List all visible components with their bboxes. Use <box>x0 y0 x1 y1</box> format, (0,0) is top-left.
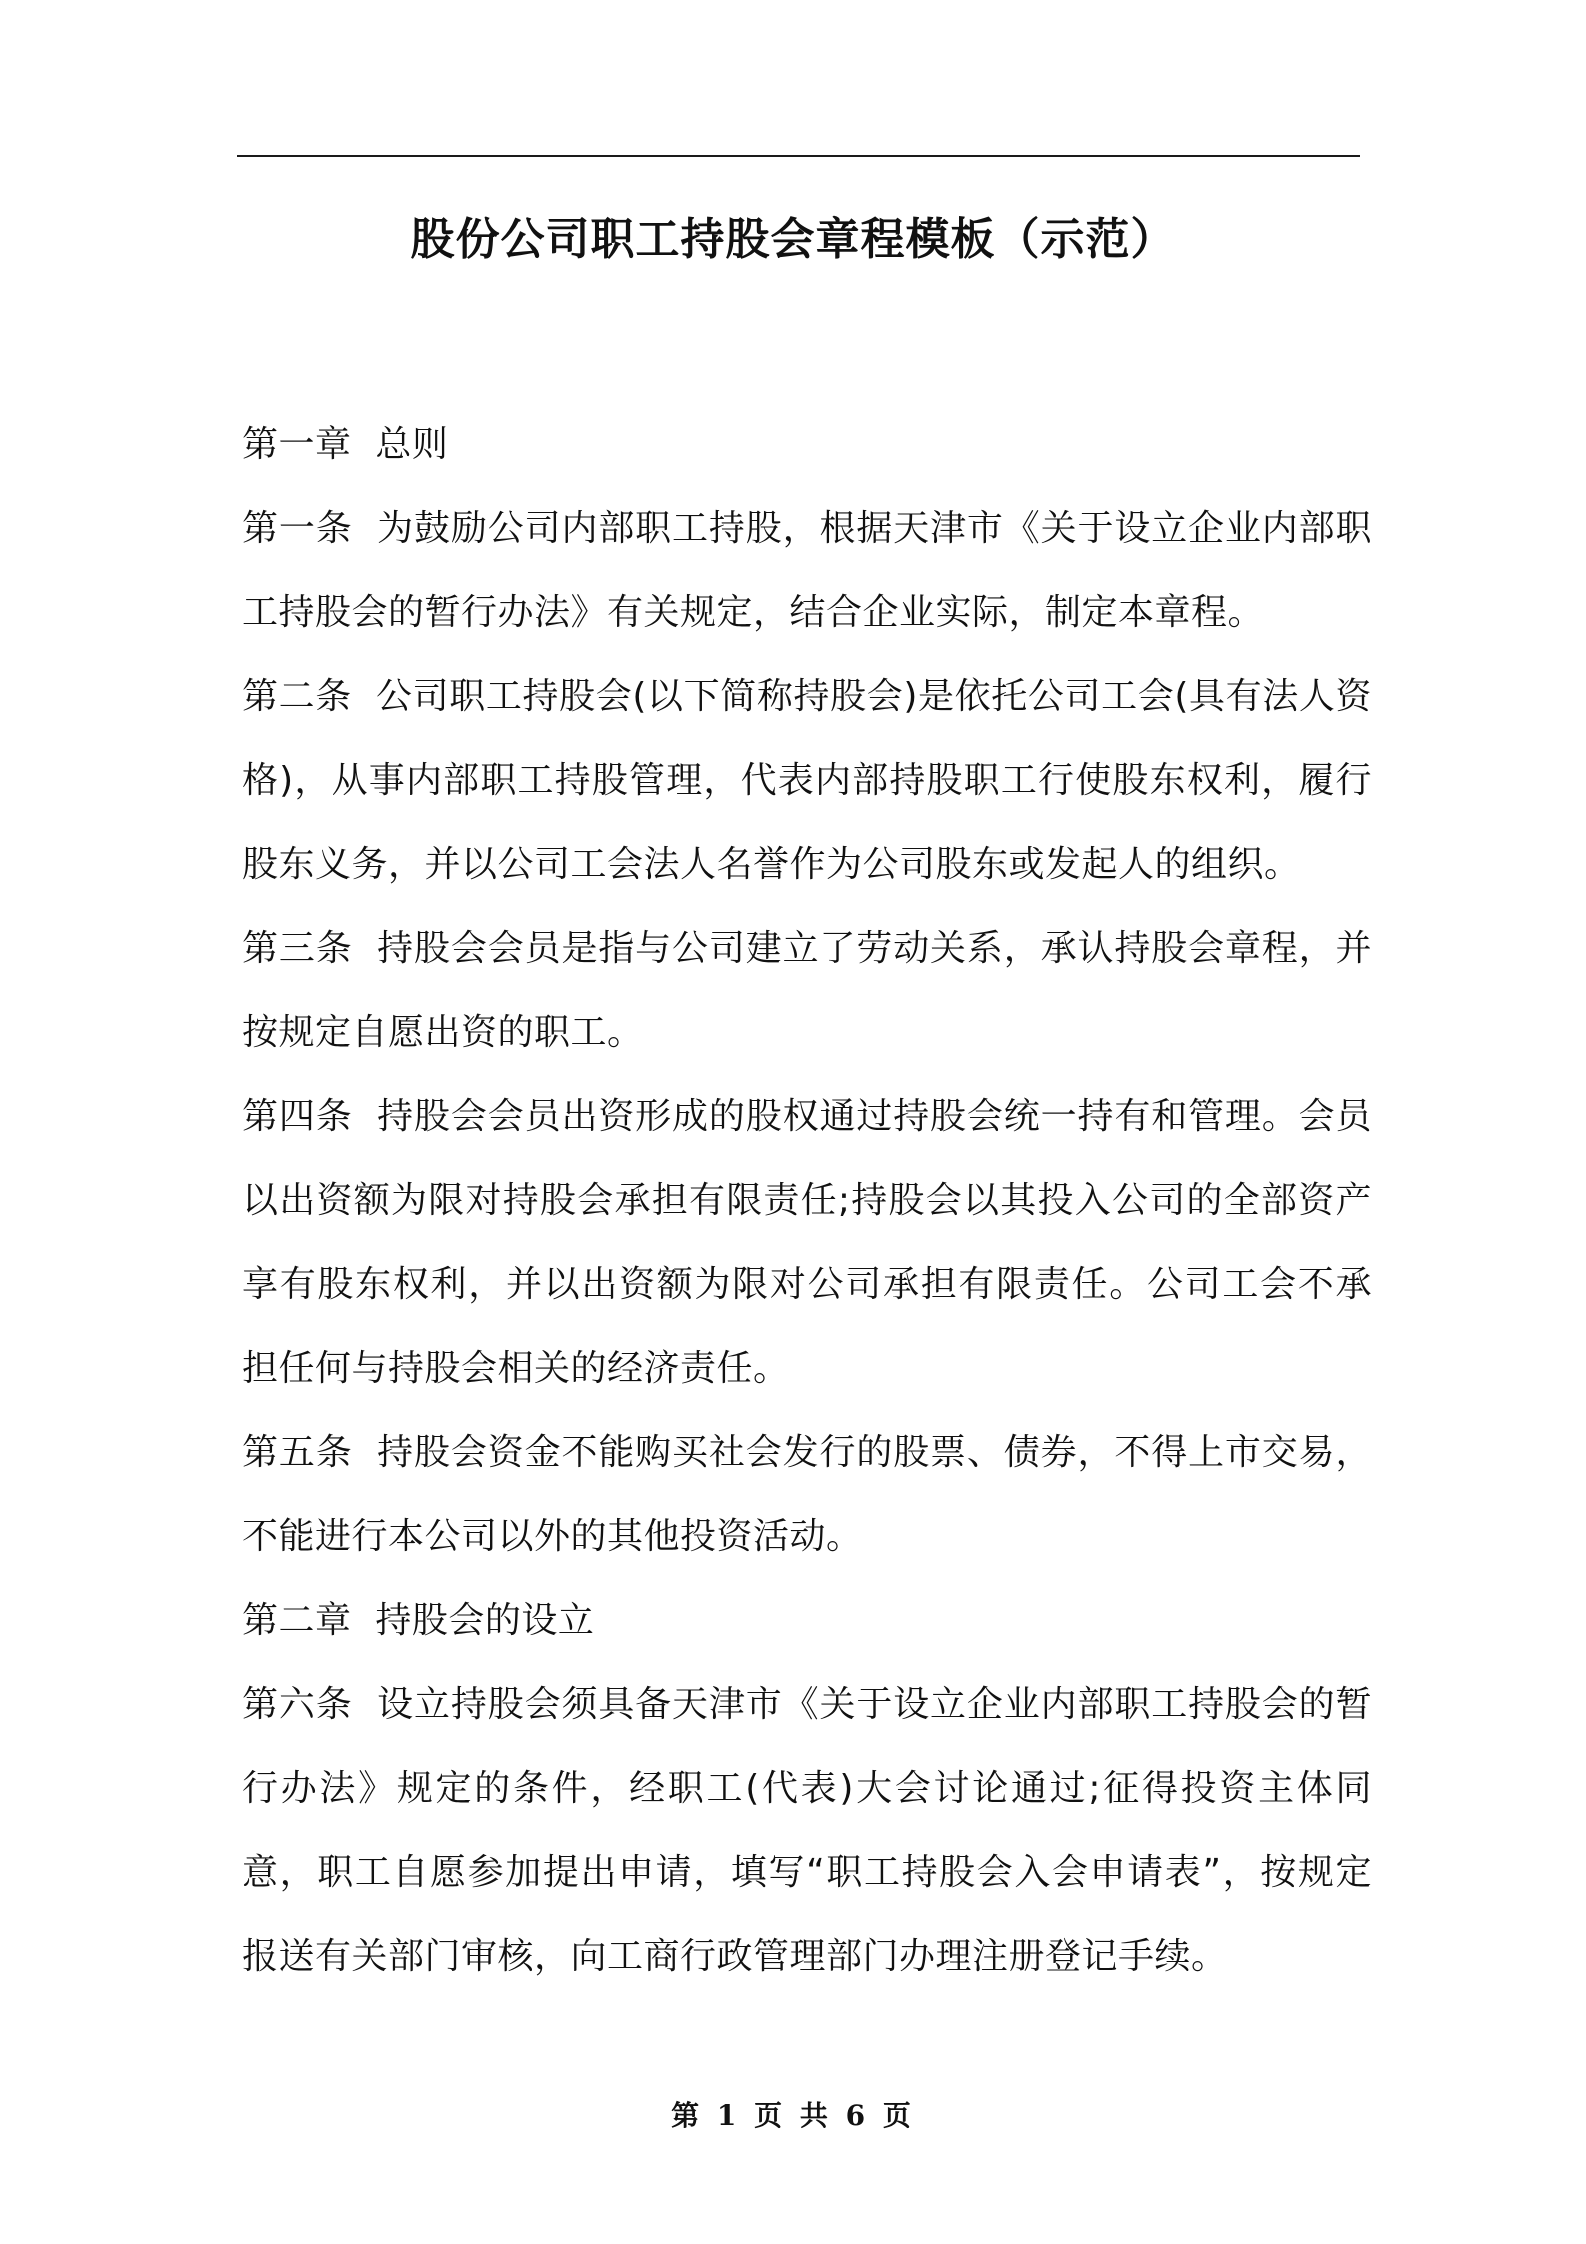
article-6: 第六条 设立持股会须具备天津市《关于设立企业内部职工持股会的暂行办法》规定的条件，经职工(代表)大会讨论通过;征得投资主体同意，职工自愿参加提出申请，填写“职工持股会入会申请表”，按规定报送有关部门审核，向工商行政管理部门办理注册登记手续。 <box>242 1684 1372 1977</box>
document-title: 股份公司职工持股会章程模板（示范） <box>410 214 1176 265</box>
chapter-heading-1: 第一章 总则 <box>242 424 449 465</box>
document-body <box>242 403 1372 1999</box>
article-4: 第四条 持股会会员出资形成的股权通过持股会统一持有和管理。会员以出资额为限对持股会承担有限责任;持股会以其投入公司的全部资产享有股东权利，并以出资额为限对公司承担有限责任。公司工会不承担任何与持股会相关的经济责任。 <box>242 1096 1372 1389</box>
article-5: 第五条 持股会资金不能购买社会发行的股票、债券，不得上市交易，不能进行本公司以外的其他投资活动。 <box>242 1432 1372 1557</box>
article-1: 第一条 为鼓励公司内部职工持股，根据天津市《关于设立企业内部职工持股会的暂行办法》有关规定，结合企业实际，制定本章程。 <box>242 508 1372 633</box>
chapter-heading-2: 第二章 持股会的设立 <box>242 1600 595 1641</box>
page-number: 第 1 页 共 6 页 <box>671 2099 915 2132</box>
article-3: 第三条 持股会会员是指与公司建立了劳动关系，承认持股会章程，并按规定自愿出资的职工。 <box>242 928 1372 1053</box>
article-2: 第二条 公司职工持股会(以下简称持股会)是依托公司工会(具有法人资格)，从事内部职工持股管理，代表内部持股职工行使股东权利，履行股东义务，并以公司工会法人名誉作为公司股东或发起人的组织。 <box>242 676 1372 885</box>
header-rule <box>237 155 1360 157</box>
